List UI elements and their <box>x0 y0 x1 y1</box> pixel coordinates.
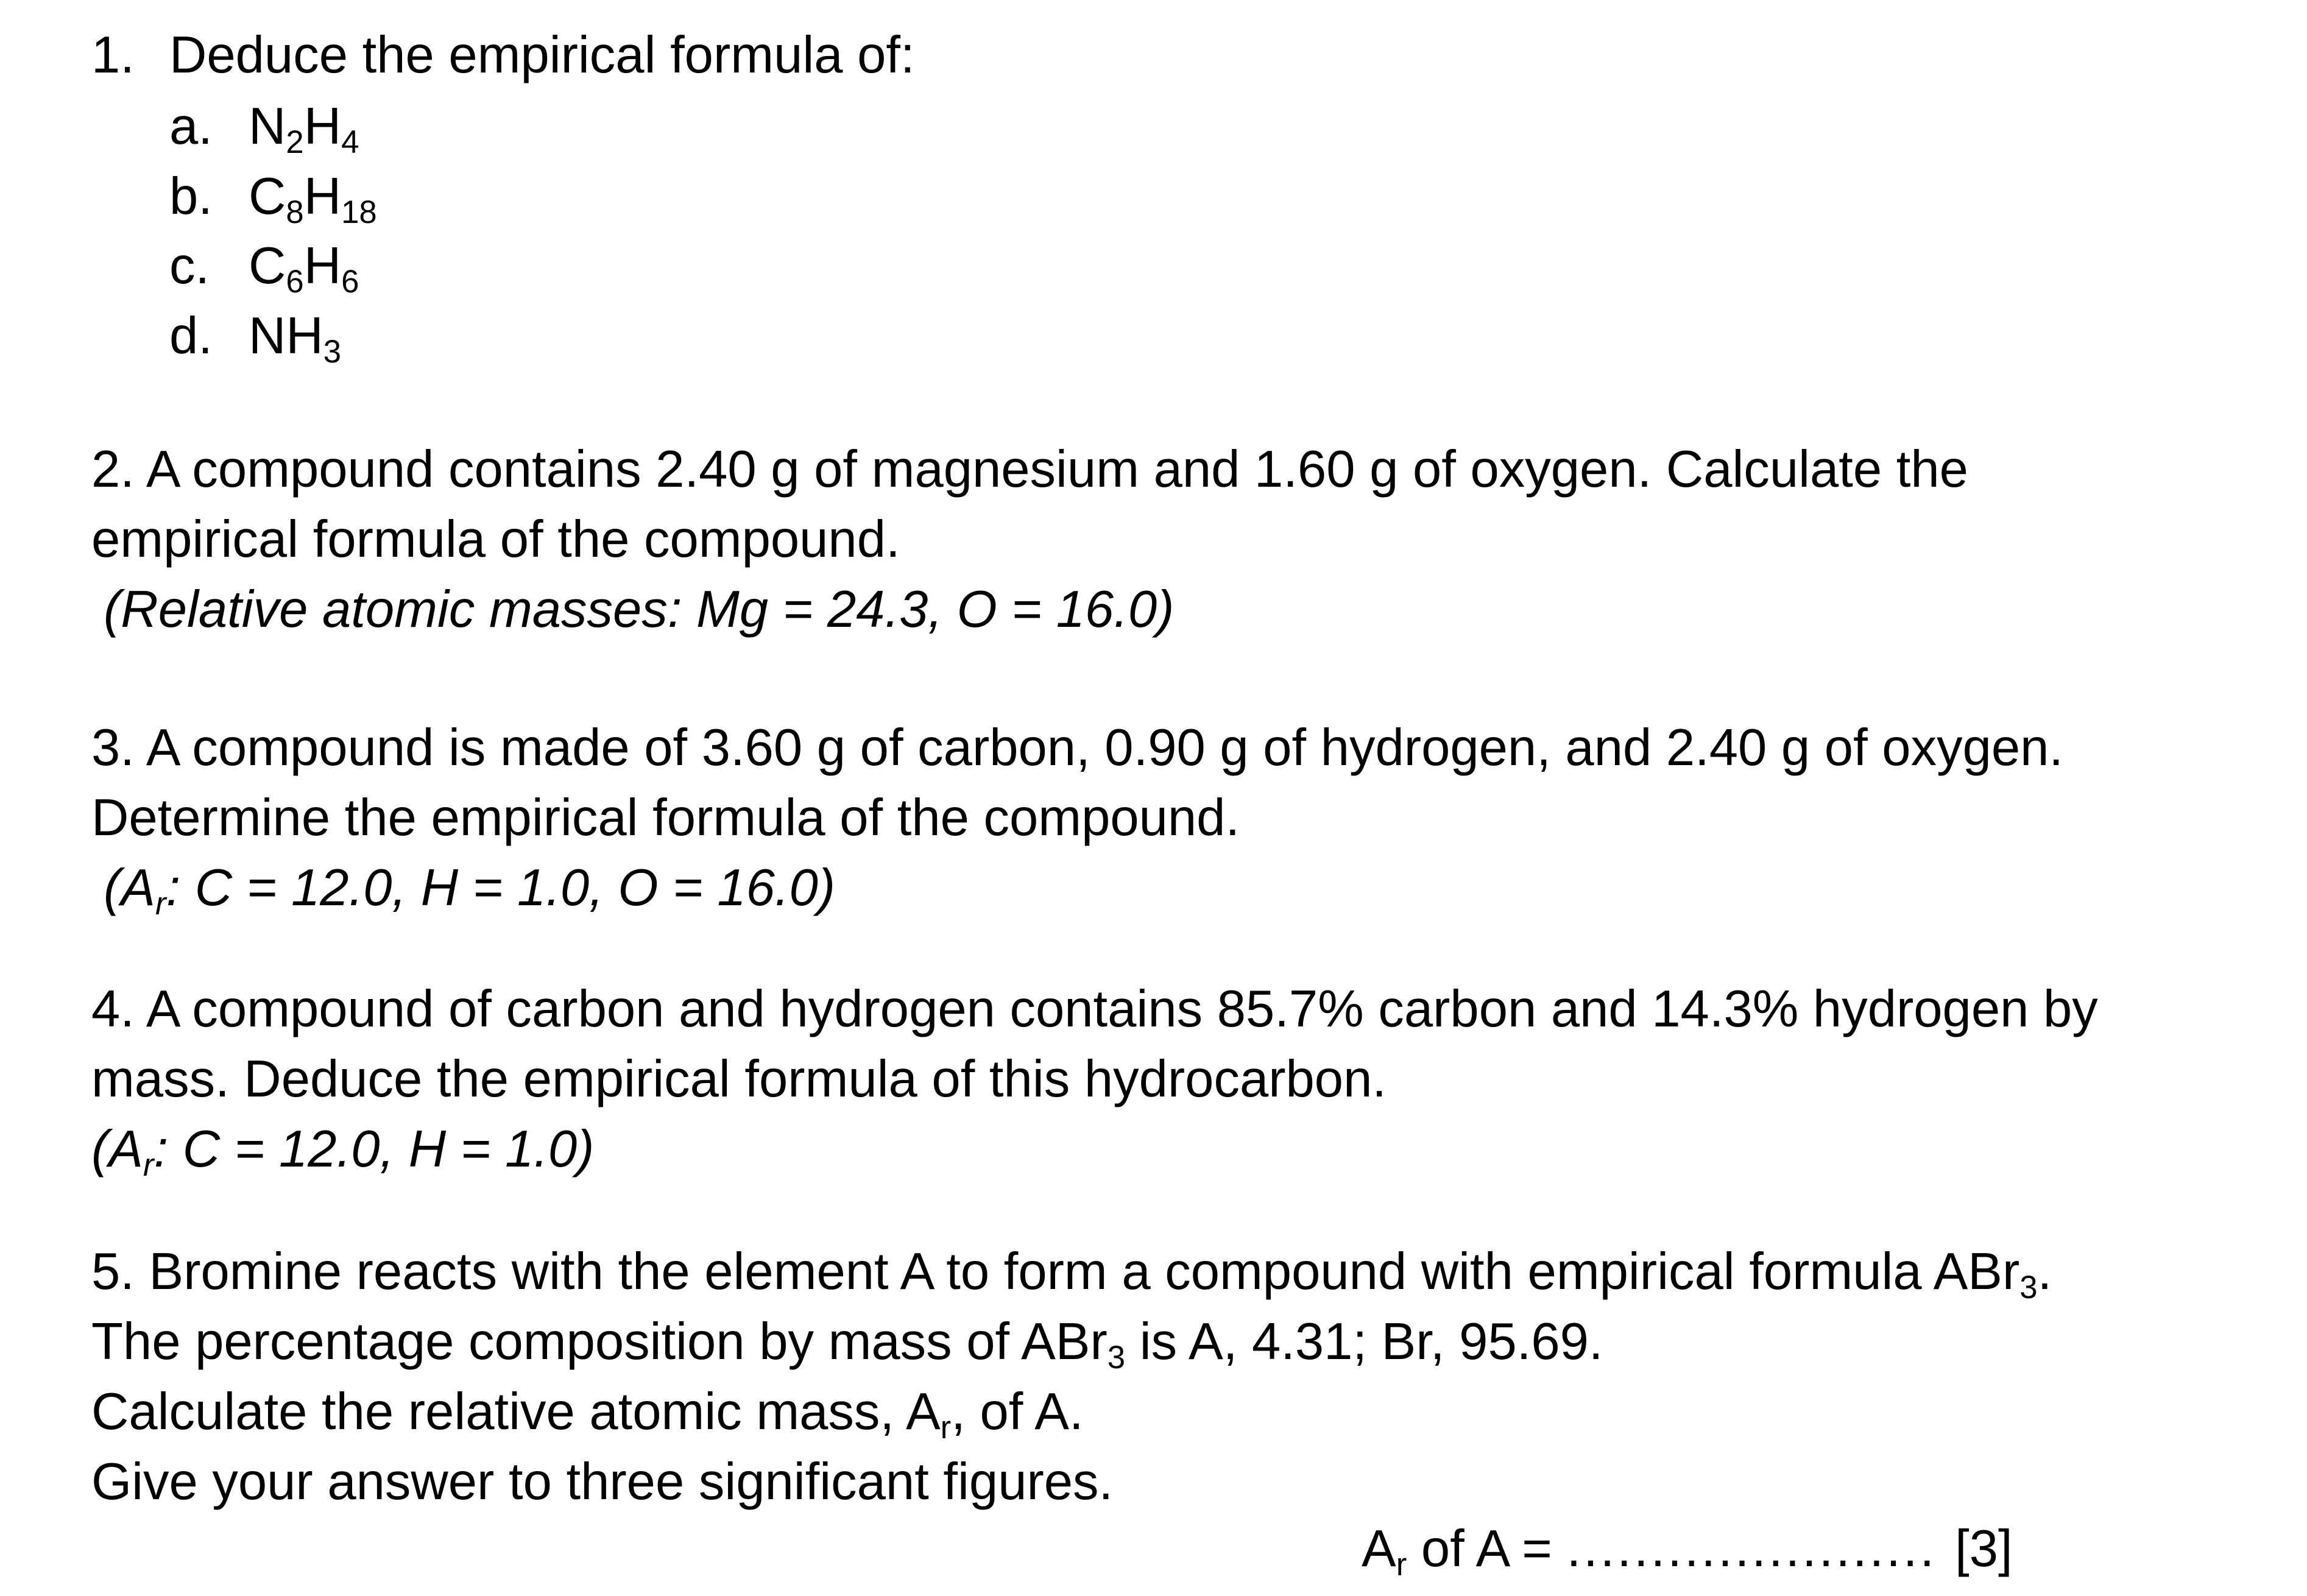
formula: $C_8H_{18}$ <box>249 168 377 230</box>
q4-line-3: ($A_r$: C = 12.0, H = 1.0) <box>91 1120 595 1183</box>
q3-line-2: Determine the empirical formula of the compound. <box>91 789 1240 847</box>
q2-line-1: 2. A compound contains 2.40 g of magnesium and 1.60 g of oxygen. Calculate the <box>91 440 1968 498</box>
formula: $NH_3$ <box>249 307 342 370</box>
q5-line-1: 5. Bromine reacts with the element A to form a compound with empirical formula ABr$_3$. <box>91 1243 2052 1305</box>
q1-item-letter: d. <box>169 307 213 365</box>
q5-line-3: Calculate the relative atomic mass, $A_r$, of A. <box>91 1383 1084 1446</box>
q1-number: 1. <box>91 26 135 84</box>
q1-item-c <box>169 237 359 300</box>
formula: $N_2H_4$ <box>249 97 359 160</box>
q4-line-2: mass. Deduce the empirical formula of this hydrocarbon. <box>91 1050 1387 1108</box>
marks-label: [3] <box>1955 1520 2013 1578</box>
q4-line-1: 4. A compound of carbon and hydrogen contains 85.7% carbon and 14.3% hydrogen by <box>91 980 2098 1038</box>
q1-item-letter: c. <box>169 237 210 295</box>
q5-line-4: Give your answer to three significant figures. <box>91 1453 1114 1511</box>
q1-item-d <box>169 307 342 370</box>
q1-item-letter: a. <box>169 97 213 155</box>
q3-line-1: 3. A compound is made of 3.60 g of carbon, 0.90 g of hydrogen, and 2.40 g of oxygen. <box>91 719 2064 777</box>
q1-item-b <box>169 168 377 230</box>
answer-line <box>1362 1520 2013 1583</box>
q5-line-2: The percentage composition by mass of ABr$_3$ is A, 4.31; Br, 95.69. <box>91 1313 1603 1375</box>
q2-line-3: (Relative atomic masses: Mg = 24.3, O = 16.0) <box>104 581 1175 638</box>
q1-item-letter: b. <box>169 168 213 225</box>
q2-line-2: empirical formula of the compound. <box>91 510 900 568</box>
answer-label: $A_r$ of A = <box>1362 1520 1567 1583</box>
q1-item-a <box>169 97 359 160</box>
answer-blank[interactable]: ...................... <box>1566 1520 1937 1578</box>
q1-prompt: Deduce the empirical formula of: <box>169 26 915 84</box>
formula: $C_6H_6$ <box>249 237 359 300</box>
q3-line-3: ($A_r$: C = 12.0, H = 1.0, O = 16.0) <box>104 859 836 922</box>
q1-heading <box>91 26 915 84</box>
